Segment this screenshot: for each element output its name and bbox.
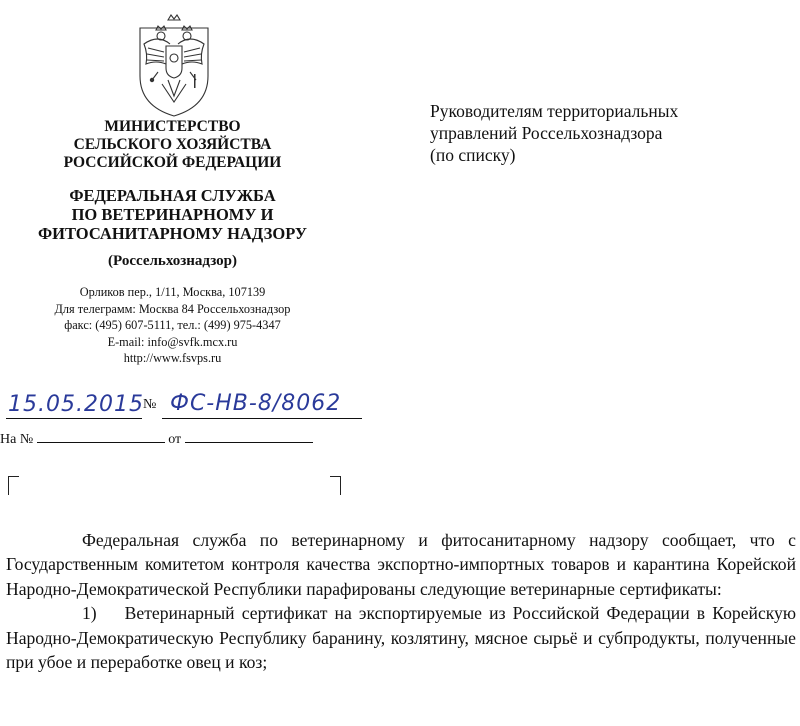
number-underline bbox=[162, 418, 362, 419]
address-corner-left bbox=[8, 476, 19, 495]
reference-from-label: от bbox=[168, 432, 182, 447]
service-name: ФЕДЕРАЛЬНАЯ СЛУЖБА ПО ВЕТЕРИНАРНОМУ И ФИТОСАНИТАРНОМУ НАДЗОРУ bbox=[38, 186, 307, 243]
service-abbreviation: (Россельхознадзор) bbox=[108, 253, 237, 269]
contact-details bbox=[0, 284, 345, 367]
recipient-block: Руководителям территориальных управлений Россельхознадзора (по списку) bbox=[430, 101, 679, 165]
reference-number-line bbox=[37, 430, 165, 443]
letter-body bbox=[6, 528, 796, 674]
list-item-text: Ветеринарный сертификат на экспортируемые из Российской Федерации в Корейскую Народно-Демократическую Республику баранину, козлятину, мясное сырьё и субпродукты, полученные при убое и переработке овец и коз; bbox=[6, 603, 796, 673]
number-sign: № bbox=[143, 397, 157, 412]
list-item bbox=[6, 601, 796, 674]
reference-label: На № bbox=[0, 432, 34, 447]
ministry-name: МИНИСТЕРСТВО СЕЛЬСКОГО ХОЗЯЙСТВА РОССИЙСКОЙ ФЕДЕРАЦИИ bbox=[63, 118, 282, 171]
email-line: E-mail: info@svfk.mcx.ru bbox=[107, 334, 238, 349]
handwritten-number: ФС-НВ-8/8062 bbox=[170, 391, 342, 416]
reference-date-line bbox=[185, 430, 313, 443]
address-line: Орликов пер., 1/11, Москва, 107139 bbox=[79, 285, 266, 299]
list-item-number: 1) bbox=[82, 603, 97, 624]
phone-line: факс: (495) 607-5111, тел.: (499) 975-4347 bbox=[64, 318, 281, 332]
website-line: http://www.fsvps.ru bbox=[123, 351, 222, 365]
intro-paragraph: Федеральная служба по ветеринарному и фитосанитарному надзору сообщает, что с Государственным комитетом контроля качества экспортно-импортных товаров и карантина Корейской Народно-Демократической Республики парафированы следующие ветеринарные сертификаты: bbox=[6, 530, 796, 599]
registration-row bbox=[0, 388, 420, 422]
russian-coat-of-arms-icon bbox=[128, 14, 220, 118]
reference-row bbox=[0, 430, 313, 448]
address-corner-right bbox=[330, 476, 341, 495]
date-underline bbox=[6, 418, 142, 419]
telegram-line: Для телеграмм: Москва 84 Россельхознадзор bbox=[54, 301, 291, 316]
handwritten-date: 15.05.2015 bbox=[8, 392, 144, 417]
sender-block bbox=[0, 118, 345, 367]
